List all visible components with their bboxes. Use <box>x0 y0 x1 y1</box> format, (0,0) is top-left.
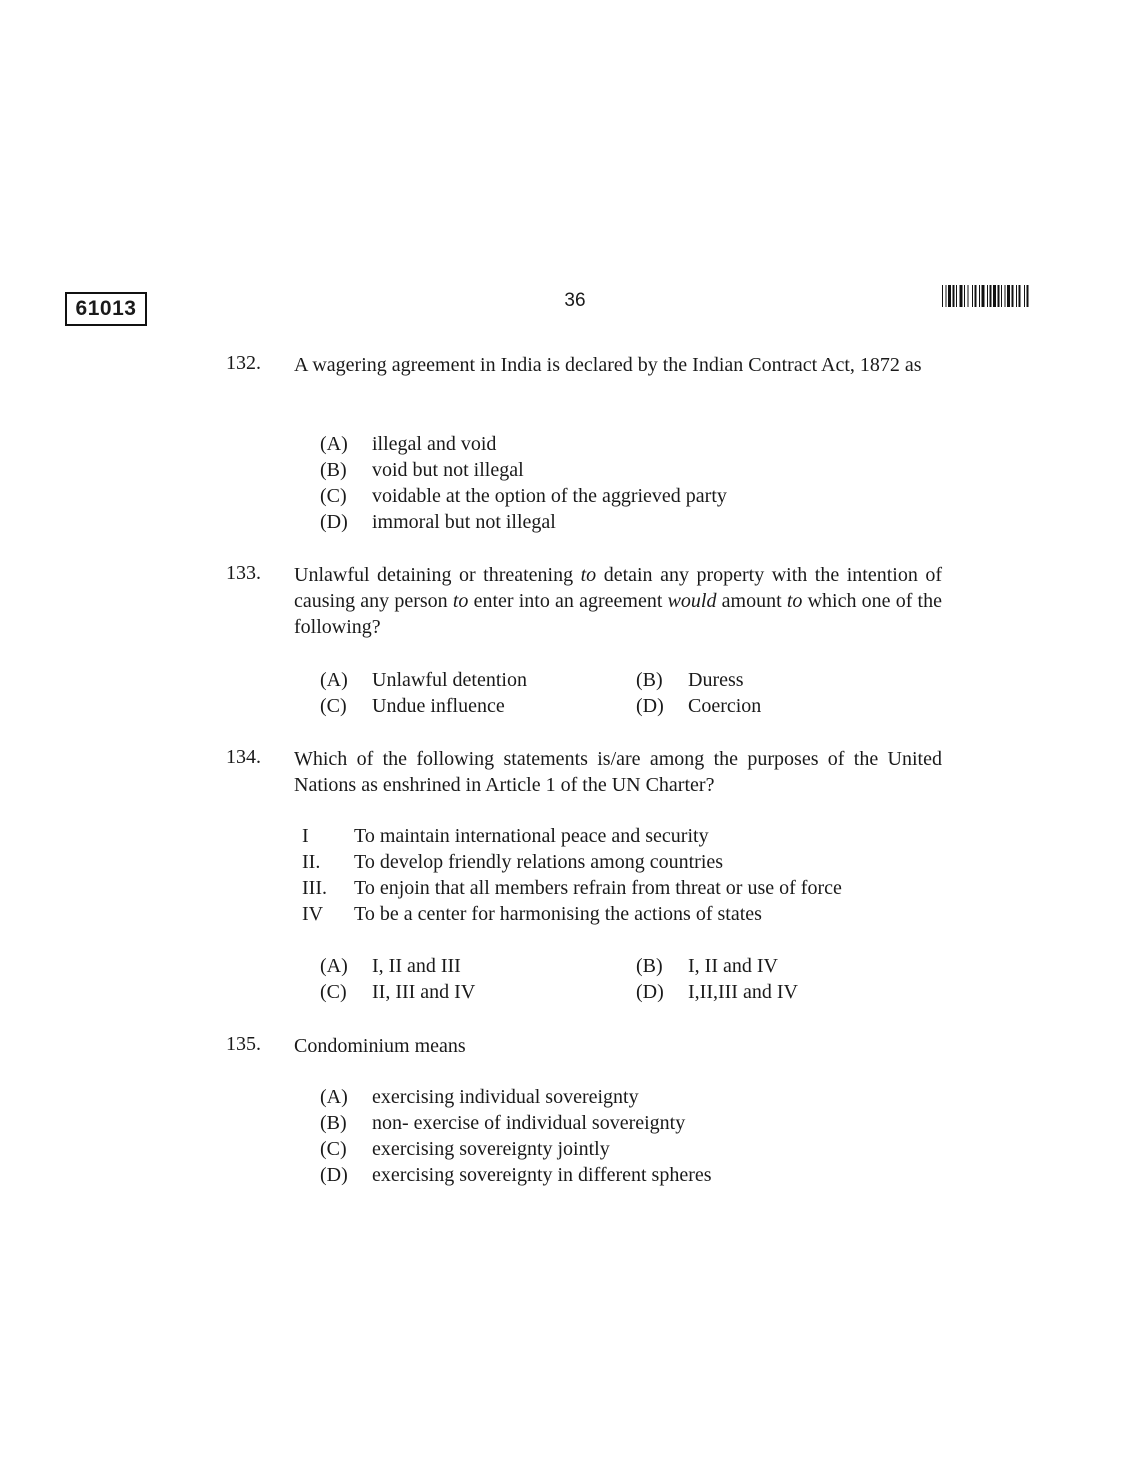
question-number: 135. <box>226 1033 261 1055</box>
option-a[interactable]: (A) illegal and void <box>320 433 497 455</box>
option-c[interactable]: (C) Undue influence <box>320 695 505 717</box>
option-b[interactable]: (B) non- exercise of individual sovereignty <box>320 1112 686 1134</box>
statement-ii: II. To develop friendly relations among countries <box>302 851 724 873</box>
statement-i: I To maintain international peace and security <box>302 825 709 847</box>
option-d[interactable]: (D) exercising sovereignty in different spheres <box>320 1164 712 1186</box>
question-text: Condominium means <box>294 1035 466 1057</box>
option-a[interactable]: (A) exercising individual sovereignty <box>320 1086 639 1108</box>
option-b[interactable]: (B) I, II and IV <box>636 955 778 977</box>
statement-iv: IV To be a center for harmonising the actions of states <box>302 903 762 925</box>
option-d[interactable]: (D) I,II,III and IV <box>636 981 798 1003</box>
option-b[interactable]: (B) Duress <box>636 669 744 691</box>
option-a[interactable]: (A) Unlawful detention <box>320 669 527 691</box>
option-d[interactable]: (D) immoral but not illegal <box>320 511 556 533</box>
option-b[interactable]: (B) void but not illegal <box>320 459 524 481</box>
paper-code: 61013 <box>65 292 147 326</box>
option-a[interactable]: (A) I, II and III <box>320 955 461 977</box>
question-number: 132. <box>226 352 261 374</box>
question-number: 134. <box>226 746 261 768</box>
option-d[interactable]: (D) Coercion <box>636 695 762 717</box>
statement-iii: III. To enjoin that all members refrain from threat or use of force <box>302 877 842 899</box>
barcode-icon <box>942 285 1082 307</box>
option-c[interactable]: (C) exercising sovereignty jointly <box>320 1138 610 1160</box>
question-number: 133. <box>226 562 261 584</box>
question-text: Unlawful detaining or threatening to detain any property with the intention of causing any person to enter into an agreement would amount to which one of the following? <box>294 564 942 638</box>
question-text: Which of the following statements is/are among the purposes of the United Nations as enshrined in Article 1 of the UN Charter? <box>294 748 942 796</box>
option-c[interactable]: (C) II, III and IV <box>320 981 476 1003</box>
question-text: A wagering agreement in India is declared by the Indian Contract Act, 1872 as <box>294 354 922 376</box>
page-number: 36 <box>564 290 586 311</box>
option-c[interactable]: (C) voidable at the option of the aggrieved party <box>320 485 727 507</box>
